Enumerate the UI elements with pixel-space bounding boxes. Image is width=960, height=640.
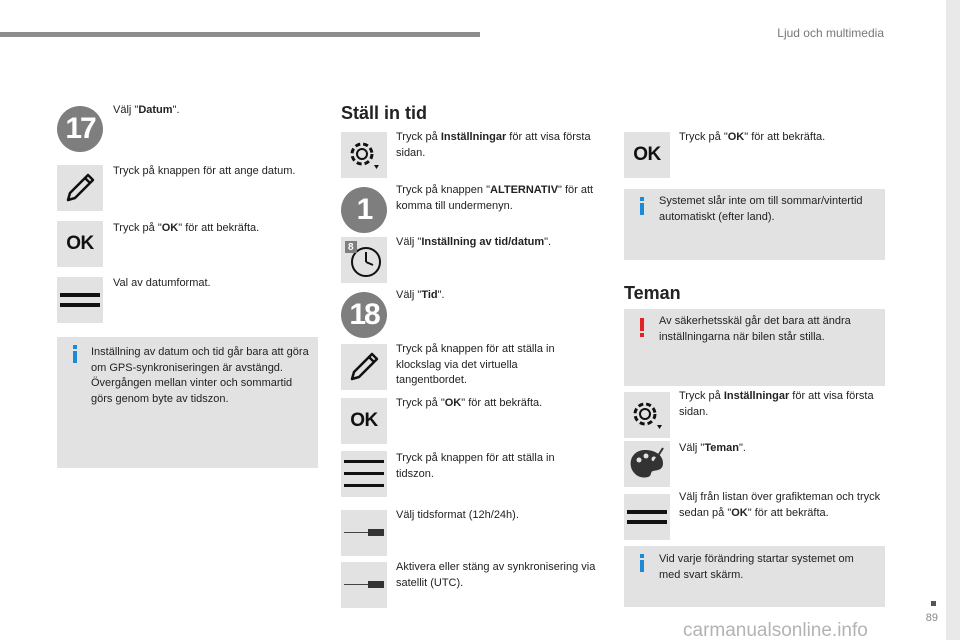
instruction-text: Välj "Datum". [113, 104, 180, 116]
footer-dot [931, 601, 936, 606]
step-1-icon: 1 [341, 187, 387, 233]
instruction-text: Tryck på "OK" för att bekräfta. [113, 222, 260, 234]
step-18-icon: 18 [341, 292, 387, 338]
clock-badge: 8 [348, 242, 354, 253]
warning-text: Av säkerhetsskäl går det bara att ändra inställningarna när bilen står stilla. [659, 315, 851, 343]
instruction-text: Välj "Teman". [679, 442, 746, 454]
instruction-text: Tryck på knappen för att ställa in tidszon. [396, 452, 555, 480]
instruction-text: Tryck på Inställningar för att visa första sidan. [679, 390, 874, 418]
toggle-icon [341, 562, 387, 608]
page-edge-strip [946, 0, 960, 640]
gear-icon [341, 132, 387, 178]
info-text: Inställning av datum och tid går bara att göra om GPS-synkroniseringen är avstängd. Övergången mellan vinter och sommartid görs genom byte av tidszon. [91, 346, 309, 405]
header-rule [0, 32, 480, 37]
heading-set-time: Ställ in tid [341, 103, 428, 123]
ok-icon: OK [341, 398, 387, 444]
instruction-text: Välj från listan över grafikteman och tryck sedan på "OK" för att bekräfta. [679, 491, 881, 519]
instruction-text: Tryck på Inställningar för att visa första sidan. [396, 131, 591, 159]
pencil-icon [57, 165, 103, 211]
menu-icon [341, 451, 387, 497]
info-text: Systemet slår inte om till sommar/vintertid automatiskt (efter land). [659, 195, 863, 223]
info-text: Vid varje förändring startar systemet om med svart skärm. [659, 553, 854, 581]
clock-icon [341, 237, 387, 283]
list-line-icon [624, 494, 670, 540]
watermark: carmanualsonline.info [683, 620, 868, 640]
pencil-icon [341, 344, 387, 390]
instruction-text: Tryck på knappen för att ange datum. [113, 165, 296, 177]
step-17-icon: 17 [57, 106, 103, 152]
instruction-text: Val av datumformat. [113, 277, 211, 289]
instruction-text: Tryck på knappen för att ställa in klockslag via det virtuella tangentbordet. [396, 343, 555, 386]
gear-icon [624, 392, 670, 438]
instruction-text: Tryck på knappen "ALTERNATIV" för att komma till undermenyn. [396, 184, 594, 212]
instruction-text: Välj "Tid". [396, 289, 445, 301]
instruction-text: Tryck på "OK" för att bekräfta. [679, 131, 826, 143]
heading-themes: Teman [624, 283, 681, 303]
instruction-text: Tryck på "OK" för att bekräfta. [396, 397, 543, 409]
list-line-icon [57, 277, 103, 323]
instruction-text: Välj tidsformat (12h/24h). [396, 509, 519, 521]
ok-icon: OK [57, 221, 103, 267]
palette-icon [624, 441, 670, 487]
instruction-text: Välj "Inställning av tid/datum". [396, 236, 552, 248]
section-title: Ljud och multimedia [777, 26, 884, 40]
instruction-text: Aktivera eller stäng av synkronisering via satellit (UTC). [396, 561, 596, 589]
ok-icon: OK [624, 132, 670, 178]
toggle-icon [341, 510, 387, 556]
page-number: 89 [925, 612, 938, 624]
